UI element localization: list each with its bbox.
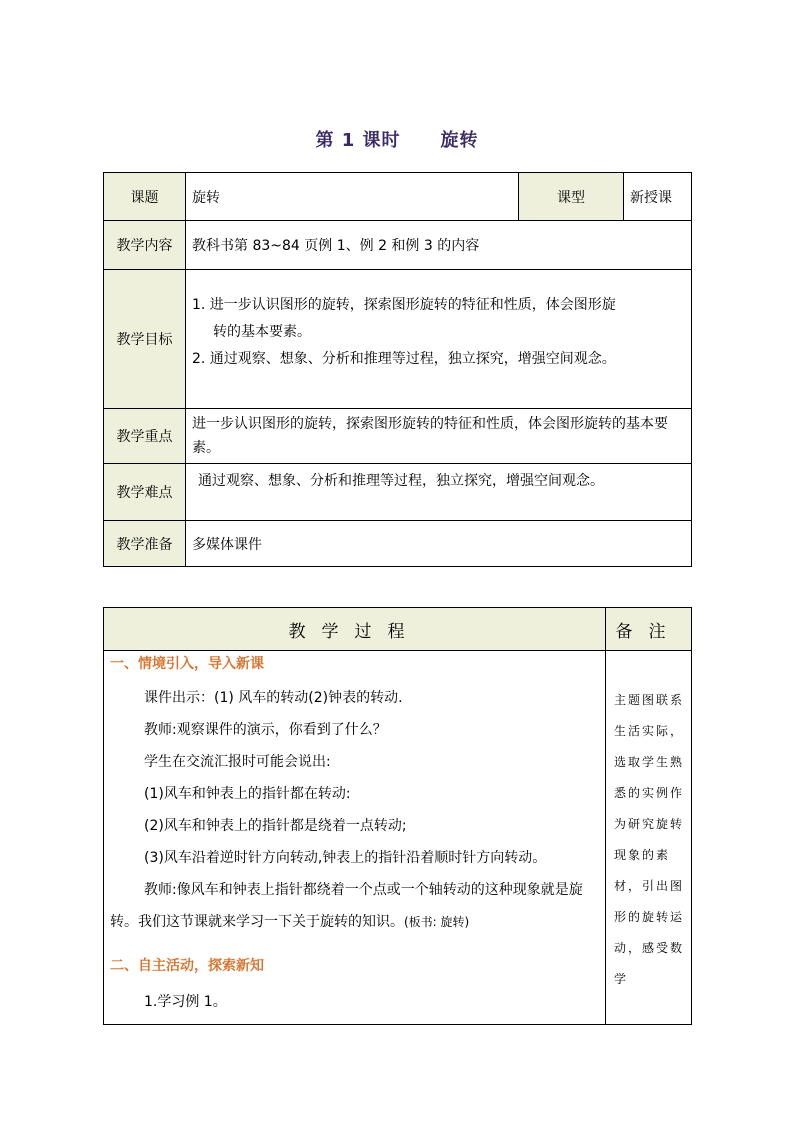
process-line: (1)风车和钟表上的指针都在转动: — [144, 786, 351, 802]
row-content — [104, 221, 692, 270]
type-value: 新授课 — [624, 173, 692, 221]
goals-label: 教学目标 — [104, 270, 186, 409]
title-topic: 旋转 — [440, 130, 479, 151]
row-goals — [104, 270, 692, 409]
goal-1-continued: 转的基本要素。 — [213, 324, 311, 340]
process-line: 课件出示：(1) 风车的转动(2)钟表的转动. — [144, 690, 403, 706]
board-note: (板书: 旋转) — [404, 915, 470, 929]
goals-value — [186, 270, 692, 409]
row-topic — [104, 173, 692, 221]
note-text: 主题图联系生活实际，选取学生熟悉的实例作为研究旋转现象的素材，引出图形的旋转运动，感受数学 — [614, 693, 685, 986]
difficulty-label: 教学难点 — [104, 464, 186, 521]
process-body-row — [104, 651, 692, 1025]
process-notes — [606, 651, 692, 1025]
notes-header: 备注 — [606, 608, 692, 651]
row-focus — [104, 409, 692, 464]
row-prep — [104, 521, 692, 567]
type-label: 课型 — [519, 173, 624, 221]
process-line: (3)风车沿着逆时针方向转动,钟表上的指针沿着顺时针方向转动。 — [144, 850, 547, 866]
process-header: 教学过程 — [104, 608, 606, 651]
process-line: 教师:观察课件的演示，你看到了什么？ — [144, 722, 387, 738]
section-explore-heading: 二、自主活动，探索新知 — [110, 958, 264, 974]
example-item: 1.学习例 1。 — [144, 994, 227, 1010]
goal-1: 1. 进一步认识图形的旋转，探索图形旋转的特征和性质，体会图形旋 — [192, 297, 616, 313]
teacher-explanation-text: 教师:像风车和钟表上指针都绕着一个点或一个轴转动的这种现象就是旋转。我们这节课就来学习一下关于旋转的知识。 — [110, 882, 583, 930]
topic-value: 旋转 — [186, 173, 519, 221]
process-content — [104, 651, 606, 1025]
prep-label: 教学准备 — [104, 521, 186, 567]
content-label: 教学内容 — [104, 221, 186, 270]
title-lesson-number: 第 1 课时 — [315, 130, 401, 151]
process-header-row — [104, 608, 692, 651]
section-intro-heading: 一、情境引入，导入新课 — [110, 656, 264, 672]
process-line: 学生在交流汇报时可能会说出: — [144, 754, 331, 770]
page-title — [0, 126, 794, 152]
teaching-process-table — [103, 607, 692, 1025]
process-line: (2)风车和钟表上的指针都是绕着一点转动; — [144, 818, 407, 834]
focus-label: 教学重点 — [104, 409, 186, 464]
lesson-info-table — [103, 172, 692, 567]
topic-label: 课题 — [104, 173, 186, 221]
content-value: 教科书第 83~84 页例 1、例 2 和例 3 的内容 — [186, 221, 692, 270]
difficulty-value: 通过观察、想象、分析和推理等过程，独立探究，增强空间观念。 — [186, 464, 692, 521]
prep-value: 多媒体课件 — [186, 521, 692, 567]
focus-value: 进一步认识图形的旋转，探索图形旋转的特征和性质，体会图形旋转的基本要素。 — [186, 409, 692, 464]
goal-2: 2. 通过观察、想象、分析和推理等过程，独立探究，增强空间观念。 — [192, 351, 616, 367]
teacher-explanation — [104, 874, 605, 938]
row-difficulty — [104, 464, 692, 521]
